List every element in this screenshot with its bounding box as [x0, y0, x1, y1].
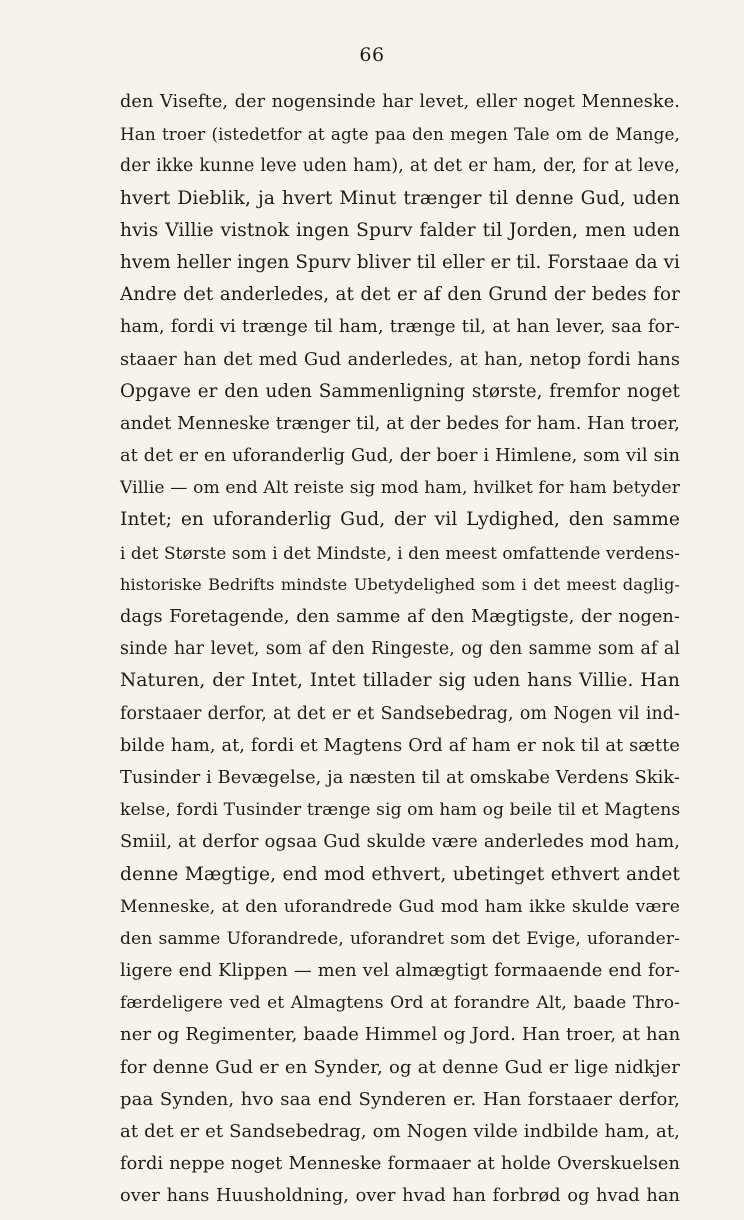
- text-line: Naturen, der Intet, Intet tillader sig uden hans Villie. Han: [120, 670, 680, 692]
- page-number: 66: [359, 44, 385, 66]
- text-line: kelse, fordi Tusinder trænge sig om ham og beile til et Magtens: [120, 800, 681, 821]
- text-line: Andre det anderledes, at det er af den Grund der bedes for: [120, 284, 680, 306]
- text-line: at det er et Sandsebedrag, om Nogen vilde indbilde ham, at,: [120, 1121, 680, 1142]
- text-line: den samme Uforandrede, uforandret som det Evige, uforander-: [120, 928, 680, 949]
- text-line: andet Menneske trænger til, at der bedes for ham. Han troer,: [120, 413, 680, 434]
- text-line: sinde har levet, som af den Ringeste, og den samme som af al: [120, 639, 680, 660]
- text-line: Smiil, at derfor ogsaa Gud skulde være anderledes mod ham,: [120, 832, 680, 853]
- text-line: Tusinder i Bevægelse, ja næsten til at omskabe Verdens Skik-: [120, 767, 680, 788]
- text-line: ligere end Klippen — men vel almægtigt formaaende end for-: [120, 961, 680, 982]
- text-line: at det er en uforanderlig Gud, der boer i Himlene, som vil sin: [120, 446, 680, 467]
- text-line: den Visefte, der nogensinde har levet, eller noget Menneske.: [120, 92, 680, 112]
- text-line: Han troer (istedetfor at agte paa den megen Tale om de Mange,: [120, 124, 680, 145]
- text-line: hvis Villie vistnok ingen Spurv falder til Jorden, men uden: [120, 219, 680, 241]
- text-line: over hans Huusholdning, over hvad han forbrød og hvad han: [120, 1186, 680, 1207]
- text-line: dags Foretagende, den samme af den Mægtigste, der nogen-: [120, 607, 680, 627]
- text-line: ham, fordi vi trænge til ham, trænge til, at han lever, saa for-: [120, 317, 680, 338]
- text-line: Opgave er den uden Sammenligning største, fremfor noget: [120, 380, 680, 402]
- text-line: paa Synden, hvo saa end Synderen er. Han forstaaer derfor,: [120, 1088, 680, 1110]
- text-line: Menneske, at den uforandrede Gud mod ham ikke skulde være: [120, 896, 680, 917]
- text-line: hvem heller ingen Spurv bliver til eller er til. Forstaae da vi: [120, 251, 680, 273]
- text-line: for denne Gud er en Synder, og at denne Gud er lige nidkjer: [120, 1056, 680, 1078]
- text-line: hvert Dieblik, ja hvert Minut trænger til denne Gud, uden: [120, 187, 680, 209]
- text-line: færdeligere ved et Almagtens Ord at forandre Alt, baade Thro-: [120, 993, 680, 1014]
- text-line: fordi neppe noget Menneske formaaer at holde Overskuelsen: [120, 1154, 680, 1175]
- text-line: denne Mægtige, end mod ethvert, ubetinget ethvert andet: [120, 863, 680, 885]
- text-line: Intet; en uforanderlig Gud, der vil Lydighed, den samme: [120, 509, 680, 531]
- text-line: Villie — om end Alt reiste sig mod ham, hvilket for ham betyder: [120, 478, 680, 499]
- text-line: bilde ham, at, fordi et Magtens Ord af ham er nok til at sætte: [120, 735, 680, 756]
- text-line: historiske Bedrifts mindste Ubetydelighed som i det meest daglig-: [120, 574, 680, 594]
- text-line: staaer han det med Gud anderledes, at han, netop fordi hans: [120, 349, 680, 370]
- text-line: ner og Regimenter, baade Himmel og Jord. Han troer, at han: [120, 1024, 681, 1046]
- text-line: der ikke kunne leve uden ham), at det er ham, der, for at leve,: [120, 156, 680, 177]
- text-line: i det Største som i det Mindste, i den meest omfattende verdens-: [120, 542, 680, 563]
- body-text: [120, 86, 680, 1213]
- text-line: forstaaer derfor, at det er et Sandsebedrag, om Nogen vil ind-: [120, 703, 680, 724]
